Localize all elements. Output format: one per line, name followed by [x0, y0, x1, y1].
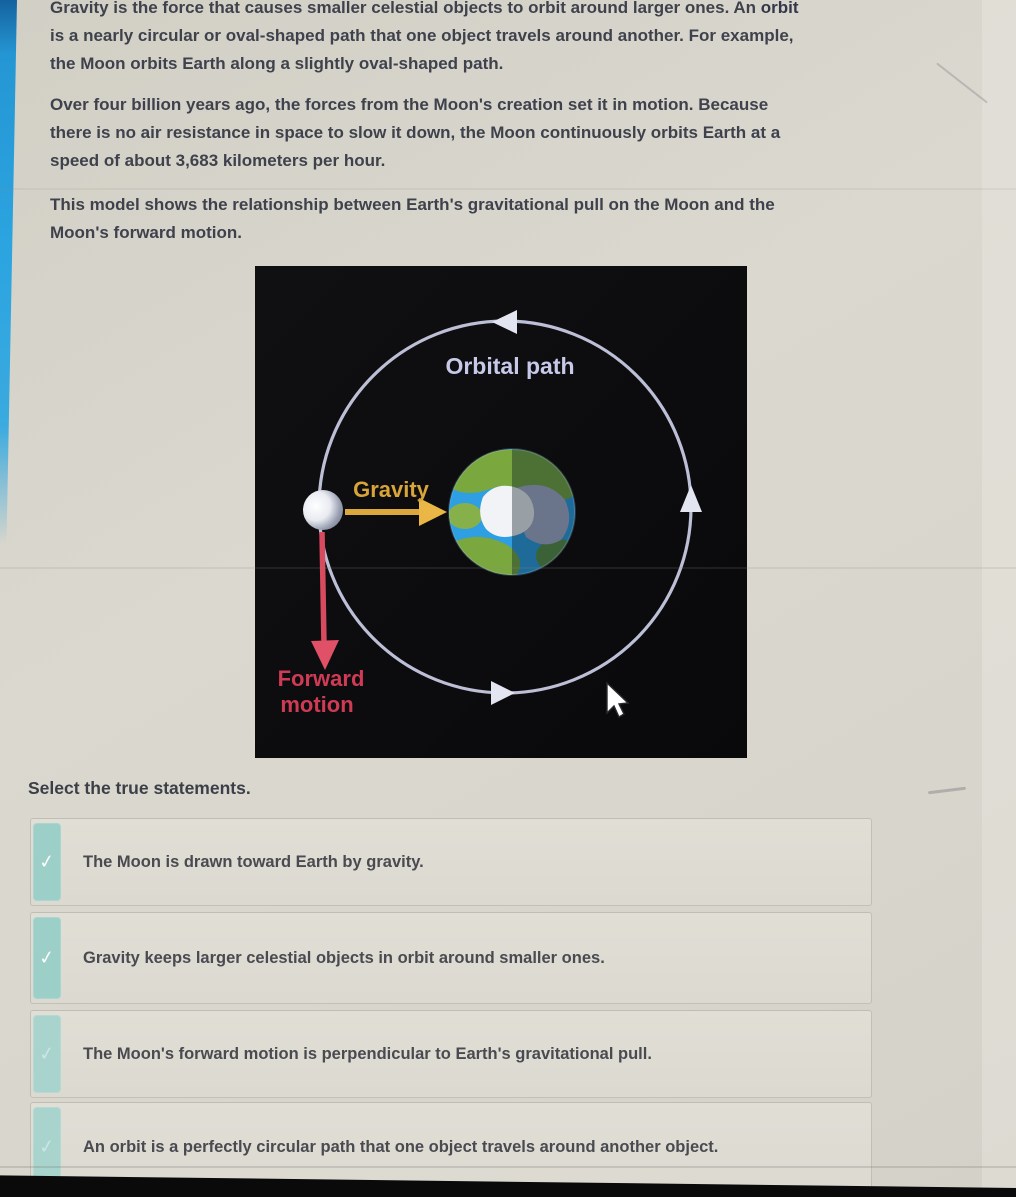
option-text-4: An orbit is a perfectly circular path that one object travels around another object.	[83, 1138, 719, 1156]
moon	[303, 490, 343, 530]
paragraph-line	[50, 0, 980, 22]
paragraph-line: This model shows the relationship between Earth's gravitational pull on the Moon and the	[50, 195, 775, 214]
orbit-model-diagram	[255, 266, 747, 758]
orbit-model-svg	[255, 266, 747, 758]
paragraph-line: is a nearly circular or oval-shaped path that one object travels around another. For example,	[50, 26, 794, 45]
paragraph-line: Moon's forward motion.	[50, 223, 242, 242]
intro-paragraph-1	[50, 0, 980, 78]
checkbox-option-4[interactable]	[33, 1107, 61, 1187]
checkmark-icon: ✓	[37, 1042, 57, 1066]
option-row-3[interactable]	[30, 1010, 872, 1098]
paragraph-line: speed of about 3,683 kilometers per hour.	[50, 151, 386, 170]
gravity-label: Gravity	[353, 477, 429, 502]
option-row-2[interactable]	[30, 912, 872, 1004]
checkmark-icon: ✓	[37, 1135, 57, 1159]
question-prompt: Select the true statements.	[28, 778, 251, 798]
checkmark-icon: ✓	[37, 946, 57, 970]
forward-motion-arrow-shaft	[322, 532, 324, 644]
orbital-path-label: Orbital path	[445, 353, 575, 379]
intro-paragraph-3	[50, 191, 980, 247]
screen-edge-glow	[982, 0, 1016, 1197]
checkbox-option-2[interactable]	[33, 917, 61, 999]
paragraph-text: Gravity is the force that causes smaller celestial objects to orbit around larger ones. An	[50, 0, 757, 17]
photo-artifact-smudge	[0, 188, 1016, 190]
photo-artifact-dash	[928, 787, 966, 795]
forward-motion-label-line2: motion	[280, 692, 354, 717]
option-text-2: Gravity keeps larger celestial objects in orbit around smaller ones.	[83, 949, 605, 967]
paragraph-line: the Moon orbits Earth along a slightly oval-shaped path.	[50, 54, 504, 73]
option-text-3: The Moon's forward motion is perpendicular to Earth's gravitational pull.	[83, 1045, 652, 1063]
paragraph-line: there is no air resistance in space to slow it down, the Moon continuously orbits Earth at a	[50, 123, 781, 142]
option-row-1[interactable]	[30, 818, 872, 906]
checkbox-option-1[interactable]	[33, 823, 61, 901]
forward-motion-label-line1: Forward	[277, 666, 365, 691]
bold-term-orbit: orbit	[760, 0, 799, 17]
checkmark-icon: ✓	[37, 850, 57, 874]
screen-edge-blue-strip	[0, 0, 17, 545]
paragraph-line: Over four billion years ago, the forces from the Moon's creation set it in motion. Because	[50, 95, 769, 114]
checkbox-option-3[interactable]	[33, 1015, 61, 1093]
option-text-1: The Moon is drawn toward Earth by gravity.	[83, 853, 424, 871]
intro-paragraph-2	[50, 91, 980, 175]
